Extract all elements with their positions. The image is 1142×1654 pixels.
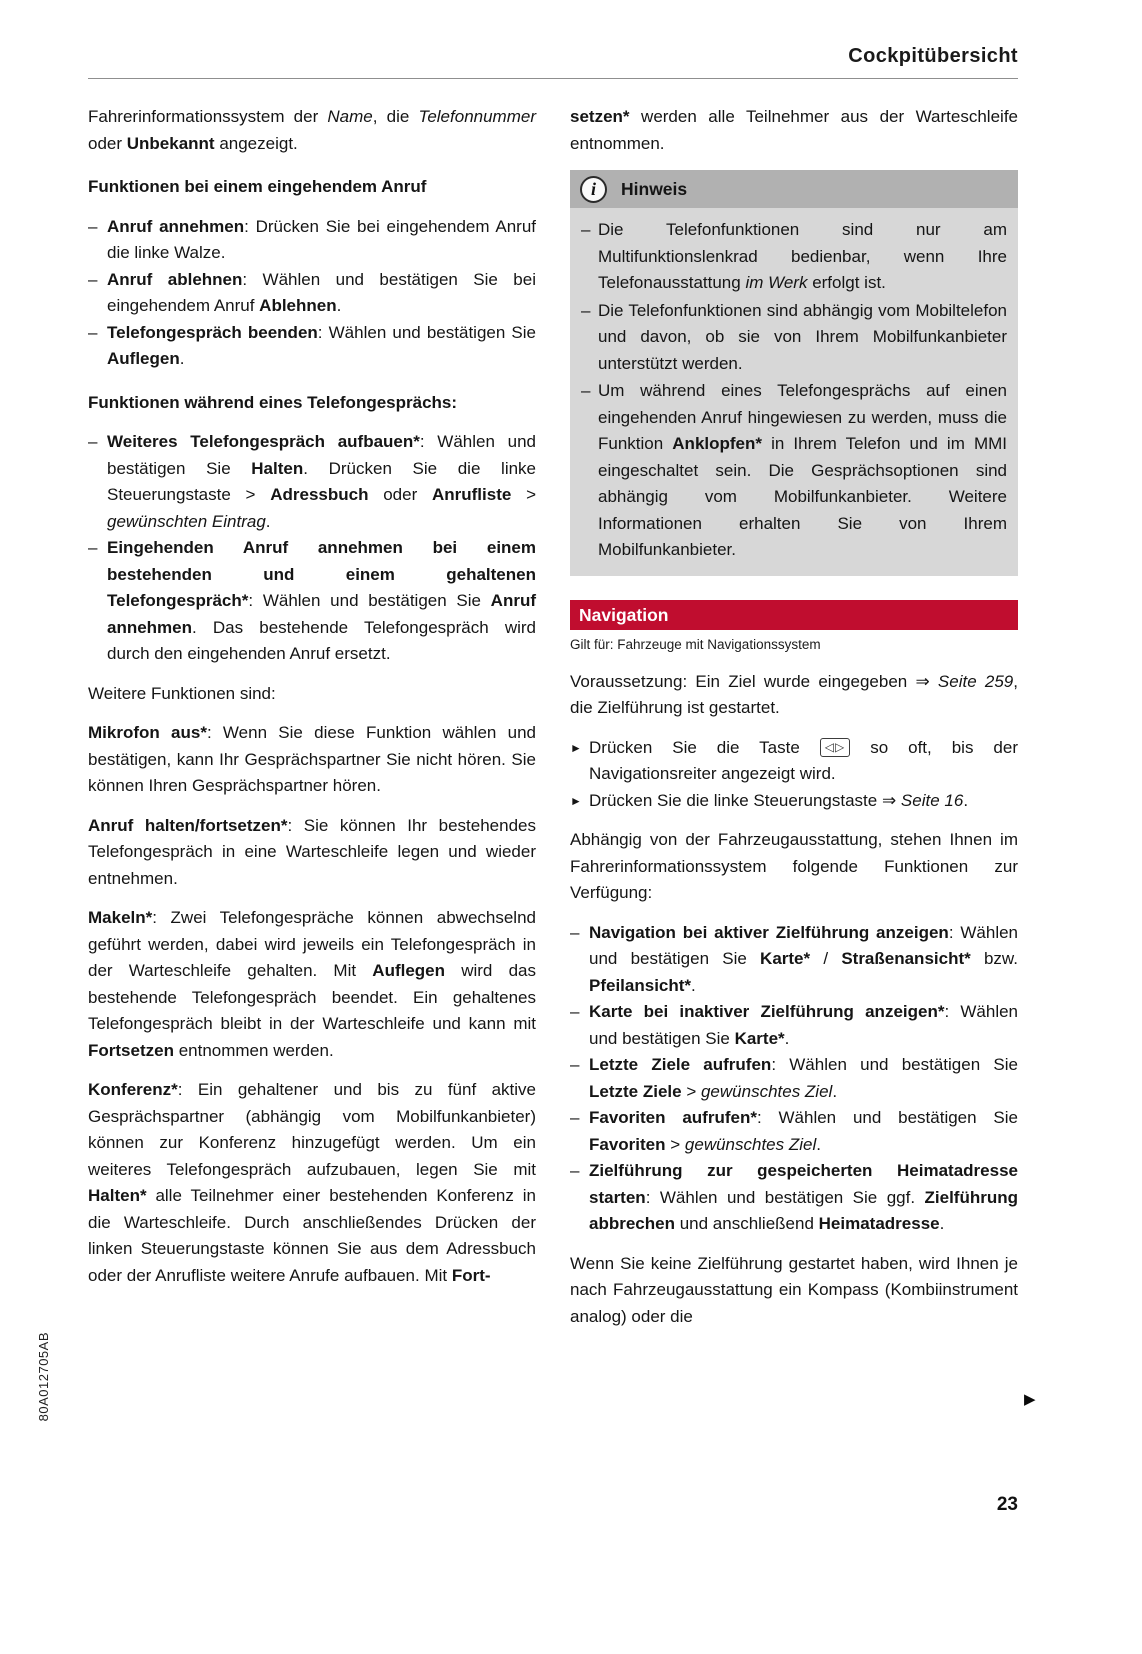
text-run: . Das bestehende Telefongespräch wird durch den eingehenden Anruf ersetzt. — [107, 617, 536, 663]
text-run: Abhängig von der Fahrzeugausstattung, stehen Ihnen im Fahrerinformationssystem folgende Funktionen zur Verfügung: — [570, 830, 1018, 902]
text-run: > — [681, 1081, 701, 1101]
text-run: . — [265, 511, 271, 531]
text-run: . — [939, 1214, 945, 1233]
info-icon: i — [580, 176, 607, 203]
text-run: . Drücken Sie die linke Steuerungstaste > — [107, 458, 537, 504]
paragraph — [570, 669, 1018, 722]
note-item-text — [598, 301, 1007, 373]
text-run: angezeigt. — [214, 133, 298, 153]
list-item-text — [107, 217, 536, 263]
text-run: : Wählen und bestätigen Sie — [771, 1055, 1018, 1074]
text-run: Karte bei inaktiver Zielführung anzeigen* — [589, 1002, 945, 1021]
dash-bullet: – — [88, 269, 98, 289]
text-run: Weiteres Telefongespräch aufbauen* — [107, 432, 420, 451]
text-run: und anschließend — [674, 1214, 819, 1233]
text-run: so oft, bis der Navigationsreiter angezeigt wird. — [589, 737, 1018, 783]
dash-bullet: – — [570, 1002, 580, 1021]
list-item-text — [589, 791, 968, 810]
text-run: Mikrofon aus* — [88, 723, 207, 742]
text-run: Konferenz* — [88, 1080, 178, 1099]
text-run: alle Teilnehmer einer bestehenden Konferenz in die Warteschleife. Durch anschließendes Drücken der linken Steuerungstaste können Sie aus dem Adressbuch oder der Anrufliste weitere Anrufe aufbauen. Mit — [88, 1186, 536, 1285]
text-run: Anruf annehmen — [107, 216, 245, 236]
text-run: Fort- — [451, 1265, 491, 1285]
list-item — [570, 735, 1018, 788]
text-run: : Wählen und bestätigen Sie — [317, 322, 536, 342]
note-item-text — [598, 381, 1007, 559]
text-run: , die — [372, 107, 419, 126]
text-run: : Wählen und bestätigen Sie ggf. — [645, 1187, 925, 1207]
note-item — [581, 298, 1007, 378]
list — [570, 920, 1018, 1238]
dash-bullet: – — [581, 300, 591, 320]
text-run: : Drücken Sie bei eingehendem Anruf die linke Walze. — [107, 216, 537, 262]
text-run: Voraussetzung: Ein Ziel wurde eingegeben ⇒ — [570, 671, 938, 691]
right-column — [570, 104, 1018, 1343]
text-run: Letzte Ziele aufrufen — [589, 1055, 772, 1074]
text-run: Halten* — [88, 1186, 147, 1205]
text-run: Telefongespräch beenden — [107, 322, 318, 342]
text-run: Fortsetzen — [88, 1040, 174, 1060]
text-run: : Wenn Sie diese Funktion wählen und bestätigen, kann Ihr Gesprächspartner Sie nicht hören. Sie können Ihren Gesprächspartner hören. — [88, 723, 536, 795]
text-run: Zielführung zur gespeicherten Heimatadresse starten — [589, 1161, 1018, 1207]
list-item — [88, 429, 536, 535]
text-run: oder — [88, 133, 127, 153]
text-run: gewünschtes Ziel — [684, 1134, 817, 1154]
text-run: . — [691, 975, 696, 995]
text-run: Drücken Sie die Taste — [589, 737, 820, 757]
text-run: oder — [368, 485, 432, 504]
text-run: erfolgt ist. — [807, 273, 886, 292]
text-run: Unbekannt — [126, 133, 215, 153]
text-run: . — [832, 1081, 838, 1101]
list-item — [88, 214, 536, 267]
text-run: . — [784, 1028, 790, 1048]
text-run: : Wählen und bestätigen Sie — [107, 432, 536, 478]
text-run: . — [336, 296, 342, 315]
section-header: Navigation — [570, 600, 1018, 630]
list-item-text — [589, 1055, 1018, 1101]
list-item-text — [107, 432, 536, 531]
list-item — [88, 267, 536, 320]
paragraph — [88, 104, 536, 157]
note-item-text — [598, 220, 1007, 292]
text-run: : Wählen und bestätigen Sie — [248, 591, 491, 610]
paragraph — [88, 1077, 536, 1289]
paragraph — [570, 1251, 1018, 1331]
text-run: Auflegen — [107, 349, 180, 368]
text-run: . — [179, 349, 185, 368]
text-run: / — [810, 949, 842, 968]
dash-bullet: – — [581, 381, 591, 400]
text-run: : Wählen und bestätigen Sie — [756, 1108, 1018, 1127]
spine-code: 80A012705AB — [36, 1332, 51, 1422]
text-run: Halten — [251, 458, 304, 478]
text-run: Zielführung abbrechen — [589, 1187, 1018, 1233]
text-run: . — [816, 1134, 821, 1154]
dash-bullet: – — [570, 1055, 580, 1074]
text-run: . — [963, 790, 969, 810]
note-header — [570, 170, 1018, 208]
text-run: wird das bestehende Telefongespräch beendet. Ein gehaltenes Telefongespräch bleibt in der Warteschleife und kann mit — [88, 961, 536, 1033]
paragraph — [88, 905, 536, 1064]
continuation-arrow-icon: ▶ — [1024, 1391, 1036, 1408]
dash-bullet: – — [570, 1161, 580, 1180]
text-run: : Zwei Telefongespräche können abwechselnd geführt werden, dabei wird jeweils ein Telefongespräch in der Warteschleife gehalten. Mit — [88, 908, 536, 980]
text-run: , die Zielführung ist gestartet. — [570, 671, 1018, 717]
list-item-text — [107, 538, 536, 663]
arrow-bullet-icon: ► — [570, 740, 582, 755]
text-run: Makeln* — [88, 908, 153, 927]
text-run: im Werk — [745, 273, 808, 292]
text-run: bzw. — [970, 949, 1018, 968]
text-run: Navigation bei aktiver Zielführung anzeigen — [589, 922, 949, 942]
list-item-text — [589, 1161, 1018, 1233]
arrow-keys-button-icon: ◁▷ — [820, 738, 850, 757]
text-run: Auflegen — [372, 961, 446, 980]
text-run: : Wählen und bestätigen Sie bei eingehendem Anruf — [107, 269, 536, 315]
dash-bullet: – — [88, 216, 98, 236]
list-item-text — [107, 323, 536, 369]
list-item-text — [107, 270, 536, 316]
note-body — [570, 208, 1018, 576]
page-number: 23 — [996, 1494, 1018, 1515]
list-item-text — [589, 1108, 1018, 1154]
paragraph — [570, 104, 1018, 157]
list-item-text — [589, 923, 1018, 995]
text-run: Favoriten — [589, 1134, 666, 1154]
paragraph — [570, 827, 1018, 907]
note-box — [570, 170, 1018, 576]
text-run: Seite 16 — [900, 790, 964, 810]
text-run: Anrufliste — [431, 485, 512, 504]
list-item — [570, 788, 1018, 815]
note-item — [581, 378, 1007, 564]
text-run: in Ihrem Telefon und im MMI eingeschaltet sein. Die Gesprächsoptionen sind abhängig vom Mobilfunkanbieter. Weitere Informationen erhalten Sie von Ihrem Mobilfunkanbieter. — [598, 434, 1007, 559]
paragraph — [88, 681, 536, 708]
text-run: entnommen werden. — [173, 1040, 334, 1060]
text-run: Die Telefonfunktionen sind abhängig vom Mobiltelefon und davon, ob sie von Ihrem Mobilfunkanbieter unterstützt werden. — [598, 300, 1007, 373]
text-run: Karte* — [760, 949, 811, 968]
text-run: Karte* — [734, 1028, 785, 1048]
text-run: : Wählen und bestätigen Sie — [589, 1002, 1018, 1048]
text-run: : Ein gehaltener und bis zu fünf aktive Gesprächspartner (abhängig vom Mobilfunkanbieter) können zur Konferenz hinzugefügt werden. Um ein weiteres Telefongespräch aufzubauen, legen Sie mit — [88, 1080, 536, 1179]
list-item — [88, 535, 536, 668]
text-run: Favoriten aufrufen* — [589, 1108, 757, 1127]
list-item — [570, 920, 1018, 1000]
text-run: Straßenansicht* — [841, 949, 971, 968]
list — [88, 214, 536, 373]
subheading: Funktionen bei einem eingehendem Anruf — [88, 177, 427, 196]
text-run: setzen* — [570, 107, 630, 126]
text-run: Drücken Sie die linke Steuerungstaste ⇒ — [589, 790, 901, 810]
text-run: Adressbuch — [270, 485, 369, 504]
applies-note: Gilt für: Fahrzeuge mit Navigationssystem — [570, 636, 821, 652]
page-title: Cockpitübersicht — [848, 45, 1018, 67]
note-item — [581, 217, 1007, 297]
text-run: Eingehenden Anruf annehmen bei einem bestehenden und einem gehaltenen Telefongespräch* — [107, 538, 536, 610]
text-run: Telefonnummer — [418, 107, 536, 126]
text-run: Letzte Ziele — [589, 1081, 682, 1101]
text-run: werden alle Teilnehmer aus der Warteschleife entnommen. — [570, 107, 1018, 153]
header-divider — [88, 78, 1018, 79]
left-column — [88, 104, 536, 1302]
dash-bullet: – — [570, 922, 580, 942]
text-run: : Sie können Ihr bestehendes Telefongespräch in eine Warteschleife legen und wieder entnehmen. — [88, 815, 536, 888]
text-run: Anruf ablehnen — [107, 269, 243, 289]
text-run: : Wählen und bestätigen Sie — [589, 922, 1018, 968]
dash-bullet: – — [88, 538, 98, 557]
arrow-bullet-icon: ► — [570, 793, 582, 808]
dash-bullet: – — [88, 432, 98, 451]
paragraph — [88, 720, 536, 800]
text-run: Anruf halten/fortsetzen* — [88, 815, 288, 835]
subheading: Funktionen während eines Telefongesprächs: — [88, 392, 458, 412]
text-run: Pfeilansicht* — [589, 975, 692, 995]
text-run: Wenn Sie keine Zielführung gestartet haben, wird Ihnen je nach Fahrzeugausstattung ein Kompass (Kombiinstrument analog) oder die — [570, 1253, 1018, 1326]
list-item-text — [589, 1002, 1018, 1048]
list-item-text — [589, 738, 1018, 784]
list-item — [570, 1158, 1018, 1238]
text-run: Fahrerinformationssystem der — [88, 107, 328, 126]
text-run: Anruf annehmen — [107, 591, 536, 637]
text-run: Heimatadresse — [818, 1214, 940, 1233]
list-item — [570, 1052, 1018, 1105]
list — [88, 429, 536, 668]
text-run: Name — [327, 107, 373, 126]
dash-bullet: – — [570, 1108, 580, 1127]
text-run: > — [511, 485, 536, 504]
text-run: gewünschten Eintrag — [107, 511, 266, 531]
list-item — [570, 999, 1018, 1052]
text-run: Weitere Funktionen sind: — [88, 683, 276, 703]
text-run: gewünschtes Ziel — [700, 1081, 833, 1101]
text-run: Seite 259 — [937, 671, 1014, 691]
list-item — [570, 1105, 1018, 1158]
list-item — [88, 320, 536, 373]
text-run: Anklopfen* — [672, 434, 763, 453]
text-run: Um während eines Telefongesprächs auf einen eingehenden Anruf hingewiesen zu werden, muss die Funktion — [598, 381, 1007, 453]
paragraph — [88, 813, 536, 893]
text-run: Ablehnen — [259, 296, 337, 315]
dash-bullet: – — [88, 322, 98, 342]
text-run: Die Telefonfunktionen sind nur am Multifunktionslenkrad bedienbar, wenn Ihre Telefonausstattung — [598, 220, 1007, 292]
dash-bullet: – — [581, 220, 591, 239]
text-run: > — [665, 1134, 685, 1154]
note-title: Hinweis — [621, 178, 688, 199]
list — [570, 735, 1018, 815]
